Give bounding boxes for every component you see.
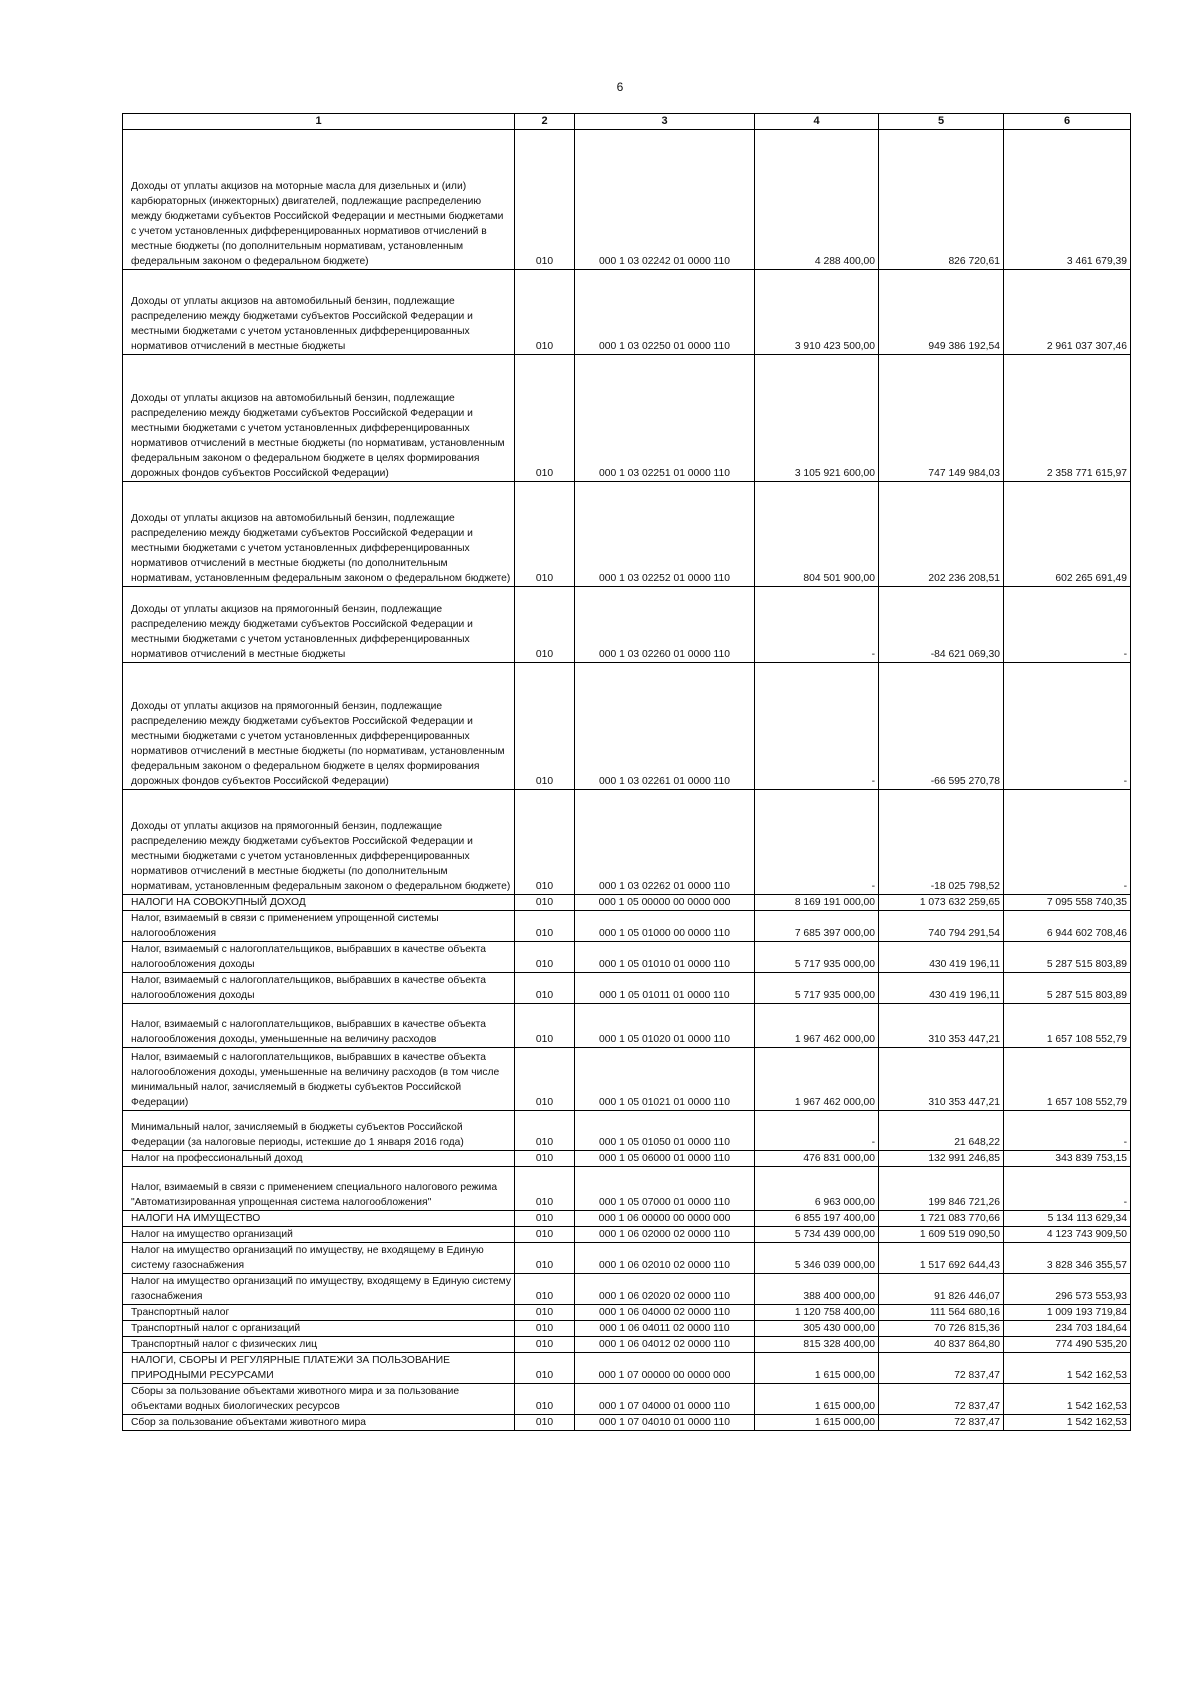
row-budget-code: 000 1 06 02000 02 0000 110 [575,1227,755,1243]
row-unexecuted-amount: 343 839 753,15 [1004,1151,1131,1167]
row-approved-amount: 1 615 000,00 [755,1384,879,1415]
row-approved-amount: 1 615 000,00 [755,1415,879,1431]
row-executed-amount: 1 517 692 644,43 [879,1243,1004,1274]
table-row [123,1337,1131,1353]
table-row [123,942,1131,973]
row-budget-code: 000 1 05 01000 00 0000 110 [575,911,755,942]
row-executed-amount: -84 621 069,30 [879,587,1004,663]
row-approved-amount: 1 967 462 000,00 [755,1004,879,1048]
column-header-4: 4 [755,114,879,130]
row-executed-amount: 1 073 632 259,65 [879,895,1004,911]
table-row [123,1048,1131,1111]
row-executed-amount: 430 419 196,11 [879,942,1004,973]
column-header-1: 1 [123,114,515,130]
row-approved-amount: - [755,587,879,663]
table-row [123,1384,1131,1415]
table-row [123,1211,1131,1227]
row-unexecuted-amount: - [1004,790,1131,895]
row-unexecuted-amount: 6 944 602 708,46 [1004,911,1131,942]
row-line-code: 010 [515,1004,575,1048]
row-name: Налог, взимаемый с налогоплательщиков, выбравших в качестве объекта налогообложения доходы, уменьшенные на величину расходов [123,1004,515,1048]
row-name: Налог на имущество организаций [123,1227,515,1243]
row-approved-amount: 5 734 439 000,00 [755,1227,879,1243]
row-name: Транспортный налог [123,1305,515,1321]
row-unexecuted-amount: 3 461 679,39 [1004,130,1131,270]
row-approved-amount: 804 501 900,00 [755,482,879,587]
row-budget-code: 000 1 05 01021 01 0000 110 [575,1048,755,1111]
column-number-header [123,114,1131,130]
row-line-code: 010 [515,482,575,587]
row-name: Доходы от уплаты акцизов на автомобильный бензин, подлежащие распределению между бюджетами субъектов Российской Федерации и местными бюджетами с учетом установленных дифференцированных нормативов отчислений в местные бюджеты [123,270,515,355]
row-budget-code: 000 1 06 02020 02 0000 110 [575,1274,755,1305]
table-row [123,587,1131,663]
row-approved-amount: - [755,790,879,895]
row-budget-code: 000 1 03 02250 01 0000 110 [575,270,755,355]
row-unexecuted-amount: 1 657 108 552,79 [1004,1004,1131,1048]
row-executed-amount: 310 353 447,21 [879,1004,1004,1048]
row-unexecuted-amount: 1 542 162,53 [1004,1415,1131,1431]
row-line-code: 010 [515,1337,575,1353]
row-name: Минимальный налог, зачисляемый в бюджеты субъектов Российской Федерации (за налоговые периоды, истекшие до 1 января 2016 года) [123,1111,515,1151]
row-approved-amount: 5 717 935 000,00 [755,973,879,1004]
row-budget-code: 000 1 06 02010 02 0000 110 [575,1243,755,1274]
row-executed-amount: 111 564 680,16 [879,1305,1004,1321]
row-executed-amount: 72 837,47 [879,1415,1004,1431]
row-name: Сборы за пользование объектами животного мира и за пользование объектами водных биологических ресурсов [123,1384,515,1415]
row-line-code: 010 [515,1211,575,1227]
row-name: Доходы от уплаты акцизов на автомобильный бензин, подлежащие распределению между бюджетами субъектов Российской Федерации и местными бюджетами с учетом установленных дифференцированных нормативов отчислений в местные бюджеты (по дополнительным нормативам, установленным федеральным законом о федеральном бюджете) [123,482,515,587]
row-name: Налог, взимаемый в связи с применением специального налогового режима "Автоматизированная упрощенная система налогообложения" [123,1167,515,1211]
row-unexecuted-amount: 2 961 037 307,46 [1004,270,1131,355]
row-name: Сбор за пользование объектами животного мира [123,1415,515,1431]
table-row [123,130,1131,270]
row-name: Налог на профессиональный доход [123,1151,515,1167]
row-budget-code: 000 1 06 04011 02 0000 110 [575,1321,755,1337]
row-line-code: 010 [515,1384,575,1415]
row-name: Транспортный налог с организаций [123,1321,515,1337]
row-executed-amount: 826 720,61 [879,130,1004,270]
row-executed-amount: 1 721 083 770,66 [879,1211,1004,1227]
row-approved-amount: 3 910 423 500,00 [755,270,879,355]
row-line-code: 010 [515,1048,575,1111]
row-approved-amount: 1 967 462 000,00 [755,1048,879,1111]
table-row [123,1151,1131,1167]
row-name: Налог, взимаемый с налогоплательщиков, выбравших в качестве объекта налогообложения доходы [123,973,515,1004]
table-row [123,1227,1131,1243]
row-unexecuted-amount: 5 287 515 803,89 [1004,973,1131,1004]
table-row [123,911,1131,942]
row-unexecuted-amount: - [1004,1167,1131,1211]
row-name: Налог на имущество организаций по имуществу, не входящему в Единую систему газоснабжения [123,1243,515,1274]
row-unexecuted-amount: 774 490 535,20 [1004,1337,1131,1353]
row-line-code: 010 [515,1227,575,1243]
row-executed-amount: 72 837,47 [879,1353,1004,1384]
row-budget-code: 000 1 03 02260 01 0000 110 [575,587,755,663]
table-row [123,790,1131,895]
row-executed-amount: 40 837 864,80 [879,1337,1004,1353]
row-unexecuted-amount: - [1004,587,1131,663]
row-name: Доходы от уплаты акцизов на прямогонный бензин, подлежащие распределению между бюджетами субъектов Российской Федерации и местными бюджетами с учетом установленных дифференцированных нормативов отчислений в местные бюджеты (по дополнительным нормативам, установленным федеральным законом о федеральном бюджете) [123,790,515,895]
row-name: Доходы от уплаты акцизов на прямогонный бензин, подлежащие распределению между бюджетами субъектов Российской Федерации и местными бюджетами с учетом установленных дифференцированных нормативов отчислений в местные бюджеты [123,587,515,663]
row-unexecuted-amount: 602 265 691,49 [1004,482,1131,587]
row-line-code: 010 [515,1305,575,1321]
row-unexecuted-amount: 4 123 743 909,50 [1004,1227,1131,1243]
row-name: Транспортный налог с физических лиц [123,1337,515,1353]
row-approved-amount: 815 328 400,00 [755,1337,879,1353]
row-executed-amount: 199 846 721,26 [879,1167,1004,1211]
row-line-code: 010 [515,1111,575,1151]
row-line-code: 010 [515,587,575,663]
row-executed-amount: 430 419 196,11 [879,973,1004,1004]
row-approved-amount: - [755,663,879,790]
row-line-code: 010 [515,1243,575,1274]
row-approved-amount: 388 400 000,00 [755,1274,879,1305]
row-unexecuted-amount: 296 573 553,93 [1004,1274,1131,1305]
column-header-2: 2 [515,114,575,130]
row-budget-code: 000 1 05 01010 01 0000 110 [575,942,755,973]
revenue-table [122,113,1131,1431]
row-name: Доходы от уплаты акцизов на автомобильный бензин, подлежащие распределению между бюджетами субъектов Российской Федерации и местными бюджетами с учетом установленных дифференцированных нормативов отчислений в местные бюджеты (по нормативам, установленным федеральным законом о федеральном бюджете в целях формирования дорожных фондов субъектов Российской Федерации) [123,355,515,482]
row-approved-amount: 3 105 921 600,00 [755,355,879,482]
row-budget-code: 000 1 07 00000 00 0000 000 [575,1353,755,1384]
table-row [123,1415,1131,1431]
table-row [123,1321,1131,1337]
row-unexecuted-amount: 3 828 346 355,57 [1004,1243,1131,1274]
row-name: НАЛОГИ НА СОВОКУПНЫЙ ДОХОД [123,895,515,911]
row-budget-code: 000 1 03 02242 01 0000 110 [575,130,755,270]
row-approved-amount: 1 120 758 400,00 [755,1305,879,1321]
row-name: Доходы от уплаты акцизов на прямогонный бензин, подлежащие распределению между бюджетами субъектов Российской Федерации и местными бюджетами с учетом установленных дифференцированных нормативов отчислений в местные бюджеты (по нормативам, установленным федеральным законом о федеральном бюджете в целях формирования дорожных фондов субъектов Российской Федерации) [123,663,515,790]
row-executed-amount: -66 595 270,78 [879,663,1004,790]
row-approved-amount: 305 430 000,00 [755,1321,879,1337]
row-budget-code: 000 1 05 01020 01 0000 110 [575,1004,755,1048]
row-unexecuted-amount: - [1004,1111,1131,1151]
row-name: Налог, взимаемый с налогоплательщиков, выбравших в качестве объекта налогообложения доходы, уменьшенные на величину расходов (в том числе минимальный налог, зачисляемый в бюджеты субъектов Российской Федерации) [123,1048,515,1111]
column-header-3: 3 [575,114,755,130]
row-name: Налог, взимаемый в связи с применением упрощенной системы налогообложения [123,911,515,942]
row-name: НАЛОГИ НА ИМУЩЕСТВО [123,1211,515,1227]
column-header-5: 5 [879,114,1004,130]
row-line-code: 010 [515,663,575,790]
table-row [123,1274,1131,1305]
row-line-code: 010 [515,1151,575,1167]
row-approved-amount: 5 346 039 000,00 [755,1243,879,1274]
row-approved-amount: 5 717 935 000,00 [755,942,879,973]
row-budget-code: 000 1 03 02262 01 0000 110 [575,790,755,895]
row-budget-code: 000 1 06 04000 02 0000 110 [575,1305,755,1321]
row-line-code: 010 [515,1415,575,1431]
row-executed-amount: 740 794 291,54 [879,911,1004,942]
row-executed-amount: 202 236 208,51 [879,482,1004,587]
table-row [123,1004,1131,1048]
row-budget-code: 000 1 03 02261 01 0000 110 [575,663,755,790]
row-unexecuted-amount: 2 358 771 615,97 [1004,355,1131,482]
table-row [123,895,1131,911]
row-line-code: 010 [515,942,575,973]
row-name: Доходы от уплаты акцизов на моторные масла для дизельных и (или) карбюраторных (инжекторных) двигателей, подлежащие распределению между бюджетами субъектов Российской Федерации и местными бюджетами с учетом установленных дифференцированных нормативов отчислений в местные бюджеты (по дополнительным нормативам, установленным федеральным законом о федеральном бюджете) [123,130,515,270]
row-executed-amount: -18 025 798,52 [879,790,1004,895]
table-row [123,973,1131,1004]
row-approved-amount: 6 963 000,00 [755,1167,879,1211]
row-unexecuted-amount: - [1004,663,1131,790]
row-budget-code: 000 1 07 04000 01 0000 110 [575,1384,755,1415]
row-line-code: 010 [515,1321,575,1337]
row-budget-code: 000 1 03 02251 01 0000 110 [575,355,755,482]
row-approved-amount: 8 169 191 000,00 [755,895,879,911]
table-row [123,1111,1131,1151]
row-line-code: 010 [515,130,575,270]
row-unexecuted-amount: 5 287 515 803,89 [1004,942,1131,973]
row-executed-amount: 747 149 984,03 [879,355,1004,482]
row-approved-amount: 476 831 000,00 [755,1151,879,1167]
row-executed-amount: 1 609 519 090,50 [879,1227,1004,1243]
row-budget-code: 000 1 06 04012 02 0000 110 [575,1337,755,1353]
table-row [123,355,1131,482]
row-budget-code: 000 1 05 01011 01 0000 110 [575,973,755,1004]
row-executed-amount: 949 386 192,54 [879,270,1004,355]
row-executed-amount: 91 826 446,07 [879,1274,1004,1305]
table-row [123,1305,1131,1321]
row-unexecuted-amount: 1 542 162,53 [1004,1384,1131,1415]
row-budget-code: 000 1 07 04010 01 0000 110 [575,1415,755,1431]
row-line-code: 010 [515,1353,575,1384]
row-budget-code: 000 1 03 02252 01 0000 110 [575,482,755,587]
row-unexecuted-amount: 1 657 108 552,79 [1004,1048,1131,1111]
row-executed-amount: 72 837,47 [879,1384,1004,1415]
row-approved-amount: 6 855 197 400,00 [755,1211,879,1227]
row-approved-amount: 4 288 400,00 [755,130,879,270]
row-line-code: 010 [515,895,575,911]
row-line-code: 010 [515,973,575,1004]
row-line-code: 010 [515,911,575,942]
row-line-code: 010 [515,270,575,355]
page-number: 6 [616,80,624,94]
row-name: НАЛОГИ, СБОРЫ И РЕГУЛЯРНЫЕ ПЛАТЕЖИ ЗА ПОЛЬЗОВАНИЕ ПРИРОДНЫМИ РЕСУРСАМИ [123,1353,515,1384]
table-row [123,663,1131,790]
table-row [123,482,1131,587]
row-unexecuted-amount: 7 095 558 740,35 [1004,895,1131,911]
row-budget-code: 000 1 06 00000 00 0000 000 [575,1211,755,1227]
row-budget-code: 000 1 05 07000 01 0000 110 [575,1167,755,1211]
row-line-code: 010 [515,1274,575,1305]
row-line-code: 010 [515,355,575,482]
row-executed-amount: 21 648,22 [879,1111,1004,1151]
table-row [123,1353,1131,1384]
row-unexecuted-amount: 1 542 162,53 [1004,1353,1131,1384]
row-executed-amount: 132 991 246,85 [879,1151,1004,1167]
row-executed-amount: 70 726 815,36 [879,1321,1004,1337]
table-row [123,270,1131,355]
row-budget-code: 000 1 05 01050 01 0000 110 [575,1111,755,1151]
row-budget-code: 000 1 05 06000 01 0000 110 [575,1151,755,1167]
row-unexecuted-amount: 234 703 184,64 [1004,1321,1131,1337]
row-name: Налог на имущество организаций по имуществу, входящему в Единую систему газоснабжения [123,1274,515,1305]
row-executed-amount: 310 353 447,21 [879,1048,1004,1111]
row-budget-code: 000 1 05 00000 00 0000 000 [575,895,755,911]
table-row [123,1167,1131,1211]
column-header-6: 6 [1004,114,1131,130]
row-approved-amount: 7 685 397 000,00 [755,911,879,942]
row-line-code: 010 [515,1167,575,1211]
row-unexecuted-amount: 1 009 193 719,84 [1004,1305,1131,1321]
row-unexecuted-amount: 5 134 113 629,34 [1004,1211,1131,1227]
row-name: Налог, взимаемый с налогоплательщиков, выбравших в качестве объекта налогообложения доходы [123,942,515,973]
row-approved-amount: - [755,1111,879,1151]
row-approved-amount: 1 615 000,00 [755,1353,879,1384]
table-row [123,1243,1131,1274]
row-line-code: 010 [515,790,575,895]
